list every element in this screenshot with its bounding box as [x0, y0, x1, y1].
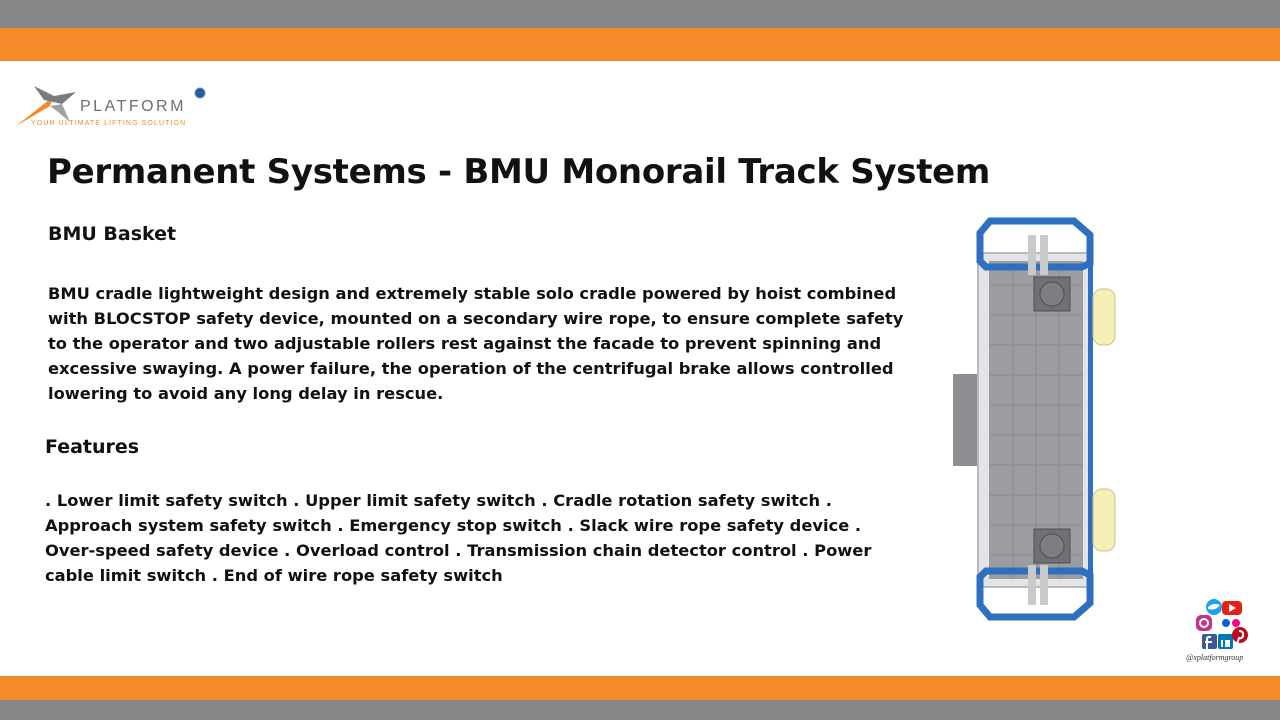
bottom-gray-band	[0, 700, 1280, 720]
linkedin-icon[interactable]	[1218, 634, 1233, 649]
top-orange-band	[0, 28, 1280, 61]
twitter-icon[interactable]	[1206, 599, 1222, 615]
logo-seal-icon	[194, 87, 206, 99]
social-icons-cluster	[1184, 598, 1264, 652]
logo-tagline: YOUR ULTIMATE LIFTING SOLUTION	[31, 120, 187, 127]
logo-wordmark: PLATFORM	[80, 98, 186, 115]
facebook-icon[interactable]	[1202, 634, 1217, 649]
bmu-basket-illustration	[948, 215, 1123, 625]
top-gray-band	[0, 0, 1280, 28]
youtube-icon[interactable]	[1222, 601, 1242, 615]
flickr-icon[interactable]	[1222, 619, 1240, 627]
instagram-icon[interactable]	[1196, 615, 1212, 631]
pinterest-icon[interactable]	[1232, 627, 1248, 644]
section-subtitle: BMU Basket	[48, 223, 177, 245]
features-heading: Features	[45, 436, 140, 458]
description-paragraph: BMU cradle lightweight design and extremely stable solo cradle powered by hoist combined with BLOCSTOP safety device, mounted on a secondary wire rope, to ensure complete safety to the operator and two adjustable rollers rest against the facade to prevent spinning and excessive swaying. A power failure, the operation of the centrifugal brake allows controlled lowering to avoid any long delay in rescue.	[48, 284, 904, 403]
bottom-orange-band	[0, 676, 1280, 700]
xplatform-logo	[14, 82, 214, 132]
features-list: . Lower limit safety switch . Upper limit safety switch . Cradle rotation safety switch . Approach system safety switch . Emergency stop switch . Slack wire rope safety device . Over-speed safety device . Overload control . Transmission chain detector control . Power cable limit switch . End of wire rope safety switch	[45, 491, 872, 585]
page-title: Permanent Systems - BMU Monorail Track System	[47, 152, 991, 192]
social-media-block	[1184, 598, 1264, 664]
social-handle: @xplatformgroup	[1186, 653, 1244, 662]
